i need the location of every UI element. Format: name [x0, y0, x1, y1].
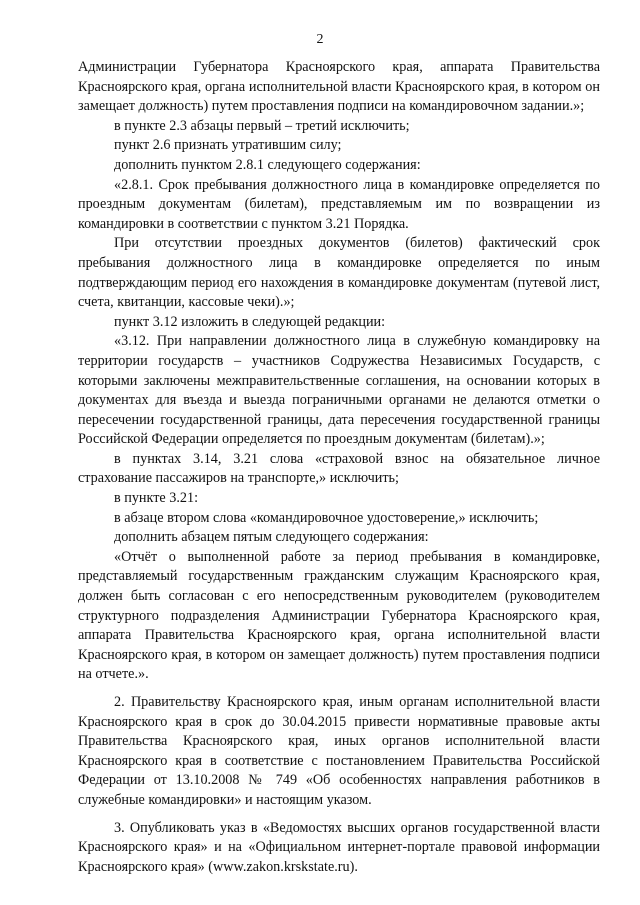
paragraph-report-text: «Отчёт о выполненной работе за период пребывания в командировке, представляемый государственным гражданским служащим Красноярского края, должен быть согласован с его непосредственным руководителем (руководителем структурного подразделения Администрации Губернатора Красноярского края, аппарата Правительства Красноярского края, органа исполнительной власти Красноярского края, в котором он замещает должность) путем проставления подписи на отчете.». [78, 548, 600, 683]
paragraph-no-tickets: При отсутствии проездных документов (билетов) фактический срок пребывания должностного лица в командировке определяется по иным подтверждающим период его нахождения в командировке документам (путевой лист, счета, квитанции, кассовые чеки).»; [78, 235, 600, 311]
paragraph-2-8-1-text: «2.8.1. Срок пребывания должностного лица в командировке определяется по проездным документам (билетам), представляемым им по возвращении из командировки в соответствии с пунктом 3.21 Порядка. [78, 176, 600, 232]
paragraph-items-3-14-3-21: в пунктах 3.14, 3.21 слова «страховой взнос на обязательное личное страхование пассажиров на транспорте,» исключить; [78, 450, 600, 487]
paragraph-gap [78, 811, 600, 819]
paragraph-item-2-6: пункт 2.6 признать утратившим силу; [114, 137, 342, 154]
paragraph-add-fifth-abzac: дополнить абзацем пятым следующего содержания: [114, 529, 429, 546]
paragraph-continuation: Администрации Губернатора Красноярского края, аппарата Правительства Красноярского края, органа исполнительной власти Красноярского края, в котором он замещает должность) путем проставления подписи на командировочном задании.»; [78, 59, 600, 115]
paragraph-add-2-8-1: дополнить пунктом 2.8.1 следующего содержания: [114, 156, 421, 173]
paragraph-3-12-text: «3.12. При направлении должностного лица в служебную командировку на территории государств – участников Содружества Независимых Государств, с которыми заключены межправительственные соглашения, на основании которых в документах для въезда и выезда пограничными органами не делаются отметки о пересечении государственной границы, дата пересечения государственной границы Российской Федерации определяется по проездным документам (билетам).»; [78, 333, 600, 448]
paragraph-item-3-21: в пункте 3.21: [114, 490, 199, 507]
paragraph-gap [78, 685, 600, 693]
paragraph-second-abzac: в абзаце втором слова «командировочное удостоверение,» исключить; [114, 509, 539, 526]
document-body [78, 58, 600, 877]
paragraph-item-3-12: пункт 3.12 изложить в следующей редакции: [114, 313, 386, 330]
paragraph-item-2-3: в пункте 2.3 абзацы первый – третий исключить; [114, 117, 410, 134]
paragraph-section-3: 3. Опубликовать указ в «Ведомостях высших органов государственной власти Красноярского края» и на «Официальном интернет-портале правовой информации Красноярского края» (www.zakon.krskstate.ru). [78, 819, 600, 875]
paragraph-section-2: 2. Правительству Красноярского края, иным органам исполнительной власти Красноярского края в срок до 30.04.2015 привести нормативные правовые акты Правительства Красноярского края, иных органов исполнительной власти Красноярского края в соответствие с постановлением Правительства Российской Федерации от 13.10.2008 № 749 «Об особенностях направления работников в служебные командировки» и настоящим указом. [78, 694, 600, 808]
page-number: 2 [316, 32, 324, 47]
